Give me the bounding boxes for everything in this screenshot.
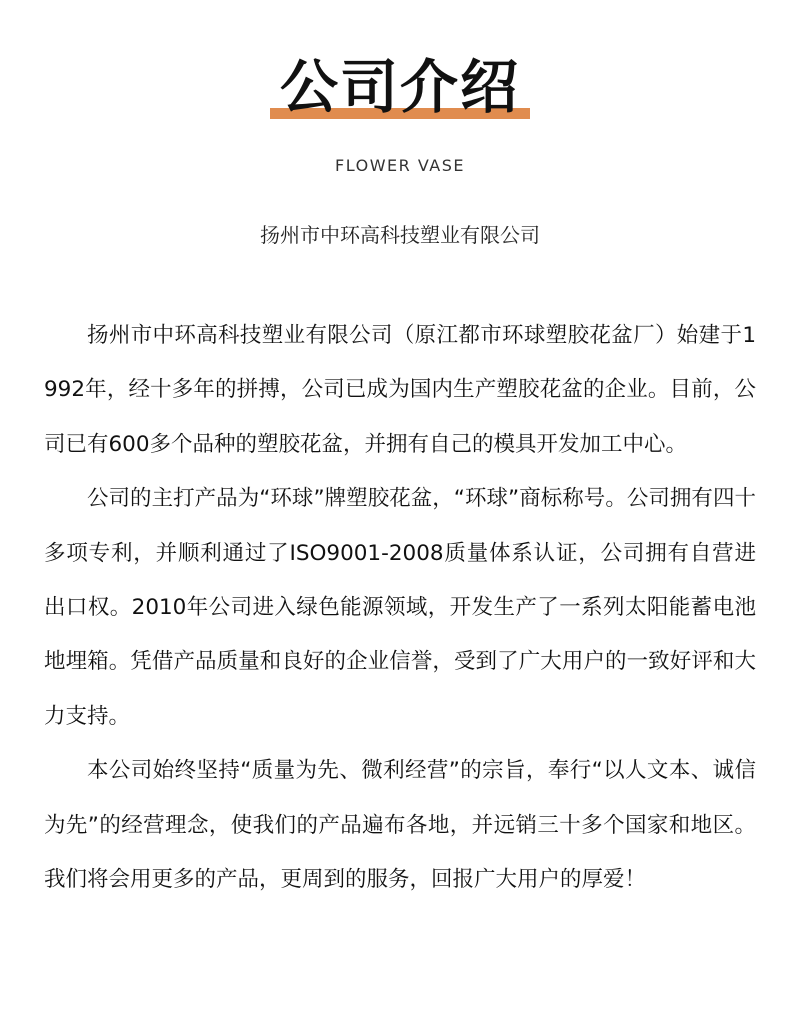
title-container	[270, 52, 530, 122]
title-block	[0, 52, 800, 122]
intro-body	[44, 309, 756, 907]
subtitle: FLOWER VASE	[335, 156, 465, 175]
intro-paragraph-1: 扬州市中环高科技塑业有限公司（原江都市环球塑胶花盆厂）始建于1992年，经十多年的拼搏，公司已成为国内生产塑胶花盆的企业。目前，公司已有600多个品种的塑胶花盆，并拥有自己的模具开发加工中心。	[44, 323, 756, 457]
intro-paragraph-2: 公司的主打产品为“环球”牌塑胶花盆，“环球”商标称号。公司拥有四十多项专利，并顺利通过了ISO9001-2008质量体系认证，公司拥有自营进出口权。2010年公司进入绿色能源领域，开发生产了一系列太阳能蓄电池地埋箱。凭借产品质量和良好的企业信誉，受到了广大用户的一致好评和大力支持。	[44, 486, 756, 729]
page-title: 公司介绍	[279, 53, 520, 121]
company-name: 扬州市中环高科技塑业有限公司	[260, 223, 540, 247]
intro-paragraph-3: 本公司始终坚持“质量为先、微利经营”的宗旨，奉行“以人文本、诚信为先”的经营理念，使我们的产品遍布各地，并远销三十多个国家和地区。我们将会用更多的产品，更周到的服务，回报广大用户的厚爱！	[44, 758, 756, 893]
